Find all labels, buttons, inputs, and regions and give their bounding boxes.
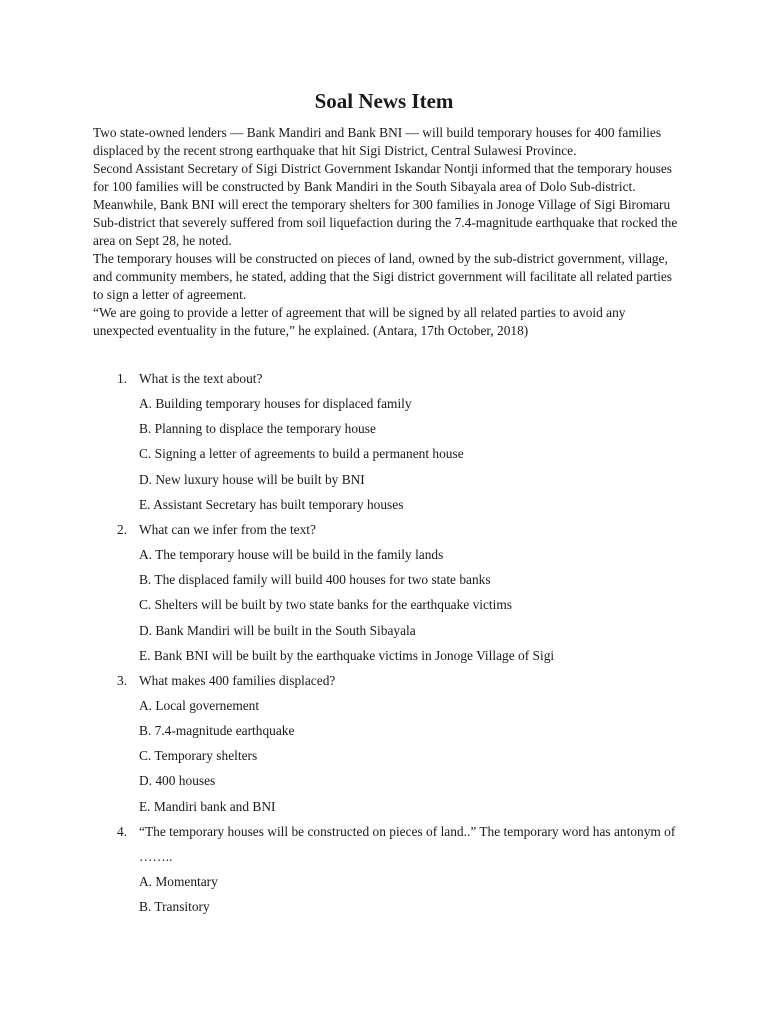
answer-option-c: C. Shelters will be built by two state banks for the earthquake victims xyxy=(139,597,513,613)
answer-option-b: B. Transitory xyxy=(139,899,210,914)
answer-option-e: E. Mandiri bank and BNI xyxy=(139,798,276,814)
question-2 xyxy=(0,517,768,668)
passage-paragraph: Two state-owned lenders — Bank Mandiri and Bank BNI — will build temporary houses for 400 families displaced by the recent strong earthquake that hit Sigi District, Central Sulawesi Province. xyxy=(93,125,662,158)
answer-option-d: D. Bank Mandiri will be built in the South Sibayala xyxy=(139,622,416,638)
question-4 xyxy=(0,819,768,919)
answer-option-c: C. Temporary shelters xyxy=(139,748,258,764)
answer-option-e: E. Bank BNI will be built by the earthquake victims in Jonoge Village of Sigi xyxy=(139,647,555,663)
answer-option-b: B. The displaced family will build 400 houses for two state banks xyxy=(139,572,491,588)
passage-paragraph: Second Assistant Secretary of Sigi District Government Iskandar Nontji informed that the temporary houses for 100 families will be constructed by Bank Mandiri in the South Sibayala area of Dolo Sub-district. Meanwhile, Bank BNI will erect the temporary shelters for 300 families in Jonoge Village of Sigi Biromaru Sub-district that severely suffered from soil liquefaction during the 7.4-magnitude earthquake that rocked the area on Sept 28, he noted. xyxy=(93,161,678,248)
passage-paragraph: The temporary houses will be constructed on pieces of land, owned by the sub-district government, village, and community members, he stated, adding that the Sigi district government will facilitate all related parties to sign a letter of agreement. xyxy=(93,251,672,302)
question-number: 2. xyxy=(117,521,128,537)
answer-option-a: A. Local governement xyxy=(139,697,260,713)
answer-options xyxy=(0,869,768,919)
document-title: Soal News Item xyxy=(314,89,454,113)
question-number: 3. xyxy=(117,672,128,688)
question-text: “The temporary houses will be constructed on pieces of land..” The temporary word has antonym of …….. xyxy=(139,823,676,864)
answer-option-d: D. New luxury house will be built by BNI xyxy=(139,471,365,487)
question-number: 4. xyxy=(117,823,128,839)
answer-options xyxy=(0,542,768,668)
question-text: What makes 400 families displaced? xyxy=(139,672,336,688)
answer-option-a: A. Building temporary houses for displaced family xyxy=(139,396,412,411)
question-header xyxy=(0,517,768,542)
answer-option-d: D. 400 houses xyxy=(139,773,216,789)
answer-option-a: A. The temporary house will be build in the family lands xyxy=(139,546,444,562)
answer-option-a: A. Momentary xyxy=(139,873,218,889)
answer-option-b: B. 7.4-magnitude earthquake xyxy=(139,723,295,739)
question-text: What is the text about? xyxy=(139,371,263,386)
passage-paragraph: “We are going to provide a letter of agreement that will be signed by all related parties to avoid any unexpected eventuality in the future,” he explained. (Antara, 17th October, 2018) xyxy=(93,305,626,338)
question-text: What can we infer from the text? xyxy=(139,521,316,537)
news-passage xyxy=(93,124,683,340)
question-header xyxy=(0,819,768,869)
question-list xyxy=(0,366,768,919)
answer-option-c: C. Signing a letter of agreements to build a permanent house xyxy=(139,446,464,462)
answer-option-b: B. Planning to displace the temporary house xyxy=(139,421,376,437)
answer-option-e: E. Assistant Secretary has built temporary houses xyxy=(139,496,404,512)
question-header xyxy=(0,366,768,391)
question-1 xyxy=(0,366,768,517)
question-3 xyxy=(0,668,768,819)
answer-options xyxy=(0,391,768,517)
question-number: 1. xyxy=(117,371,128,386)
answer-options xyxy=(0,693,768,819)
question-header xyxy=(0,668,768,693)
